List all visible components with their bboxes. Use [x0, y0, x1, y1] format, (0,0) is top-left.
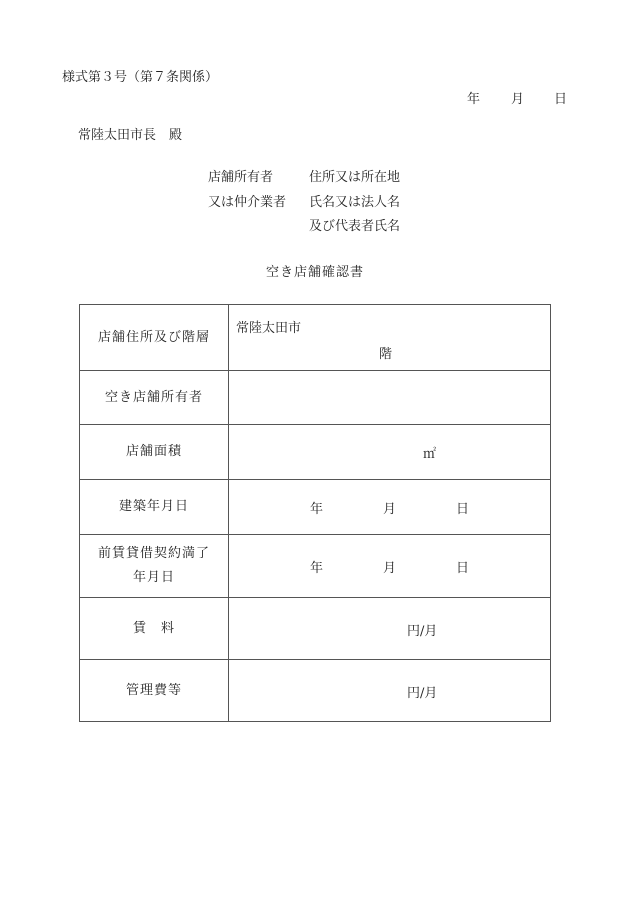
build-date-year: 年: [309, 501, 323, 517]
lease-end-date-field[interactable]: [229, 535, 551, 598]
sender-role-agent: 又は仲介業者: [208, 195, 287, 210]
document-title: 空き店舗確認書: [265, 265, 364, 280]
row-label-store-area: 店舗面積: [80, 425, 229, 480]
date-month-label: 月: [511, 92, 525, 107]
row-label-vacant-owner: 空き店舗所有者: [80, 371, 229, 425]
build-date-month: 月: [382, 501, 396, 517]
addressee: 常陸太田市長 殿: [78, 128, 183, 143]
sender-field-representative: 及び代表者氏名: [309, 219, 401, 234]
row-label-rent: 賃 料: [80, 598, 229, 660]
rent-field[interactable]: [229, 598, 551, 660]
sender-role-owner: 店舗所有者: [208, 170, 274, 185]
table-row-store-area: [80, 425, 551, 480]
store-address-field[interactable]: [229, 305, 551, 371]
row-label-build-date: 建築年月日: [80, 480, 229, 535]
vacant-owner-field[interactable]: [229, 371, 551, 425]
row-label-management-fee: 管理費等: [80, 660, 229, 722]
date-year-label: 年: [467, 92, 481, 107]
table-row-build-date: [80, 480, 551, 535]
lease-end-year: 年: [309, 560, 323, 576]
store-floor-suffix: 階: [379, 347, 393, 362]
lease-end-month: 月: [382, 560, 396, 576]
date-day-label: 日: [554, 92, 568, 107]
row-label-store-address: 店舗住所及び階層: [80, 305, 229, 371]
build-date-field[interactable]: [229, 480, 551, 535]
table-row-management-fee: [80, 660, 551, 722]
form-number: 様式第３号（第７条関係）: [62, 70, 219, 85]
lease-end-day: 日: [455, 560, 469, 576]
row-label-lease-end-date: [80, 535, 229, 598]
build-date-day: 日: [455, 501, 469, 517]
lease-end-date-parts: [229, 557, 550, 576]
table-row-vacant-owner: [80, 371, 551, 425]
table-row-store-address: [80, 305, 551, 371]
store-address-prefix: 常陸太田市: [236, 321, 302, 336]
management-fee-field[interactable]: [229, 660, 551, 722]
table-row-rent: [80, 598, 551, 660]
store-area-unit: ㎡: [423, 447, 437, 462]
management-fee-unit: 円/月: [407, 686, 438, 701]
row-label-lease-end-line1: 前賃貸借契約満了: [97, 546, 210, 561]
sender-field-address: 住所又は所在地: [309, 170, 401, 185]
sender-field-name: 氏名又は法人名: [309, 195, 401, 210]
store-area-field[interactable]: [229, 425, 551, 480]
row-label-lease-end-line2: 年月日: [132, 570, 175, 585]
rent-unit: 円/月: [407, 624, 438, 639]
confirmation-table: [79, 304, 551, 722]
table-row-lease-end-date: [80, 535, 551, 598]
build-date-parts: [229, 498, 550, 517]
